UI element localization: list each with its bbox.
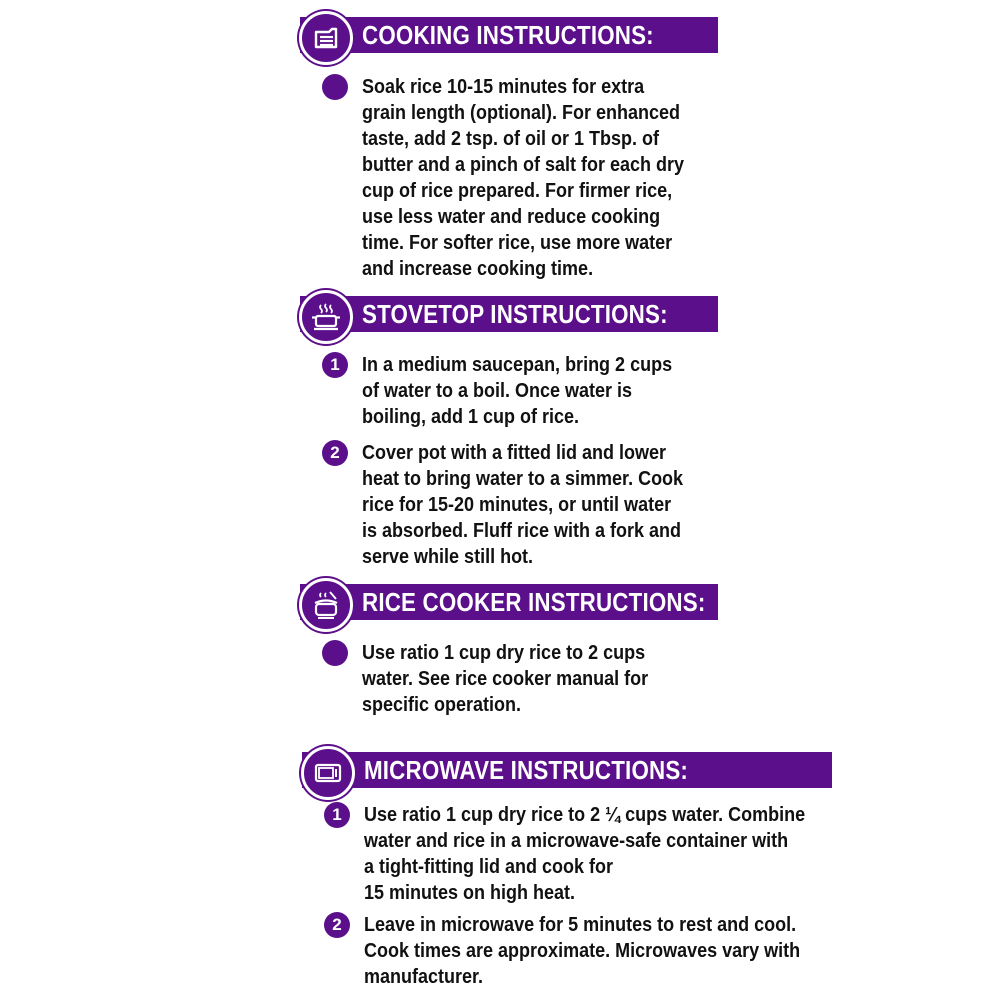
notepad-icon — [299, 11, 353, 65]
step-number-badge: 1 — [322, 352, 348, 378]
microwave-instructions-banner — [302, 752, 832, 788]
instruction-text: Leave in microwave for 5 minutes to rest and cool. Cook times are approximate. Microwaves vary with manufacturer. — [364, 914, 801, 988]
rice-cooker-icon — [299, 578, 353, 632]
section-title: COOKING INSTRUCTIONS: — [362, 20, 654, 50]
steaming-pot-icon — [299, 290, 353, 344]
step-number-badge: 2 — [324, 912, 350, 938]
bullet-dot — [322, 640, 348, 666]
step-number-badge: 2 — [322, 440, 348, 466]
section-title: MICROWAVE INSTRUCTIONS: — [364, 755, 689, 785]
instruction-text: Cover pot with a fitted lid and lower heat to bring water to a simmer. Cook rice for 15-20 minutes, or until water is absorbed. Fluff rice with a fork and serve while still hot. — [362, 442, 684, 568]
bullet-dot — [322, 74, 348, 100]
section-title: RICE COOKER INSTRUCTIONS: — [362, 587, 706, 617]
instruction-text: In a medium saucepan, bring 2 cups of water to a boil. Once water is boiling, add 1 cup of rice. — [362, 354, 673, 428]
section-title: STOVETOP INSTRUCTIONS: — [362, 299, 668, 329]
stovetop-instructions-banner — [300, 296, 718, 332]
instruction-text: Use ratio 1 cup dry rice to 2 ¼ cups water. Combine water and rice in a microwave-safe container with a tight-fitting lid and cook for 15 minutes on high heat. — [364, 804, 806, 904]
cooking-instructions-banner — [300, 17, 718, 53]
instruction-text: Soak rice 10-15 minutes for extra grain length (optional). For enhanced taste, add 2 tsp. of oil or 1 Tbsp. of butter and a pinch of salt for each dry cup of rice prepared. For firmer rice, use less water and reduce cooking time. For softer rice, use more water and increase cooking time. — [362, 76, 685, 280]
rice-cooker-instructions-banner — [300, 584, 718, 620]
microwave-icon — [301, 746, 355, 800]
instruction-text: Use ratio 1 cup dry rice to 2 cups water. See rice cooker manual for specific operation. — [362, 642, 649, 716]
step-number-badge: 1 — [324, 802, 350, 828]
